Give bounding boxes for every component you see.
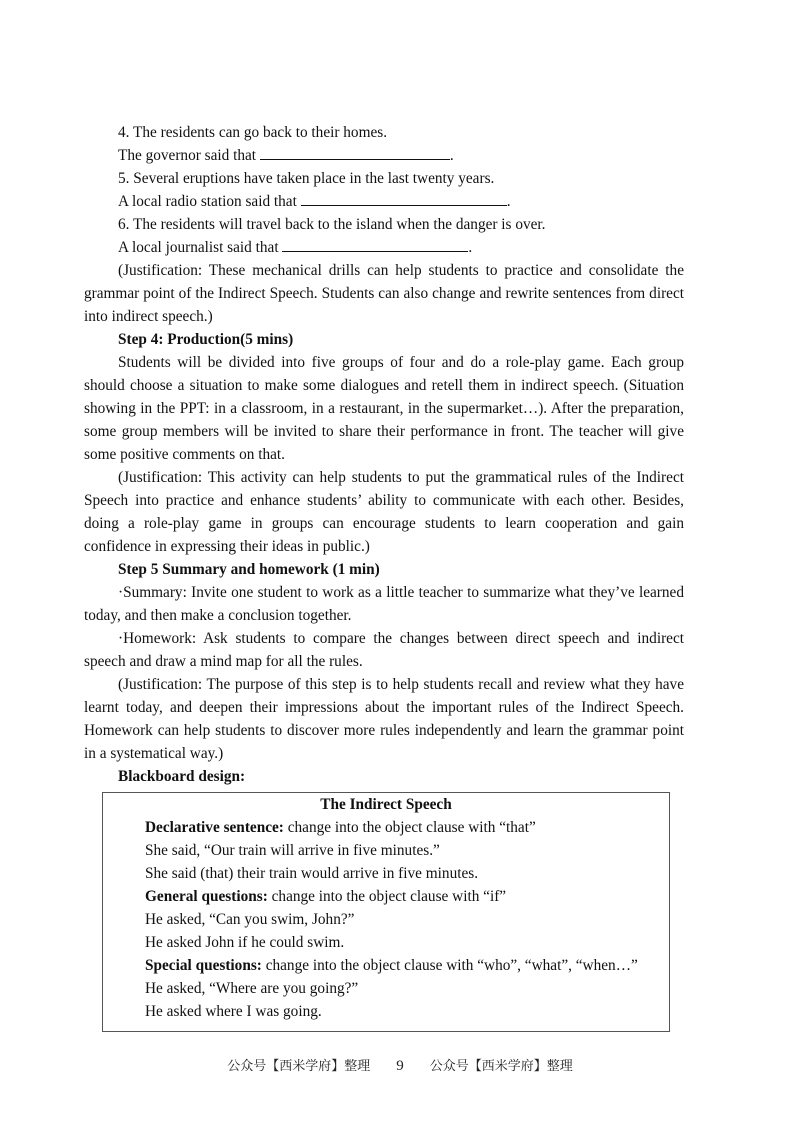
step5-summary: ·Summary: Invite one student to work as a little teacher to summarize what they’ve learned today, and then make a conclusion together. bbox=[84, 584, 684, 624]
page-footer bbox=[0, 1055, 800, 1075]
blackboard-row bbox=[103, 839, 669, 862]
justification-drills: (Justification: These mechanical drills can help students to practice and consolidate the grammar point of the Indirect Speech. Students can also change and rewrite sentences from direct into indirect speech.) bbox=[84, 262, 684, 325]
step5-justification: (Justification: The purpose of this step is to help students recall and review what they have learnt today, and deepen their impressions about the important rules of the Indirect Speech. Homework can help students to discover more rules independently and learn the grammar point in a systematical way.) bbox=[84, 676, 684, 762]
page-number: 9 bbox=[396, 1058, 404, 1074]
blackboard-row bbox=[103, 816, 669, 839]
period: . bbox=[449, 147, 454, 164]
row-text: change into the object clause with “who”, “what”, “when…” bbox=[261, 957, 638, 974]
period: . bbox=[468, 239, 473, 256]
prompt-text: A local radio station said that bbox=[118, 193, 297, 210]
blackboard-row bbox=[103, 908, 669, 931]
blackboard-row bbox=[103, 931, 669, 954]
drill-sentence: 6. The residents will travel back to the island when the danger is over. bbox=[118, 216, 546, 233]
blackboard-row bbox=[103, 977, 669, 1000]
step5-heading: Step 5 Summary and homework (1 min) bbox=[118, 561, 380, 578]
row-label: General questions: bbox=[145, 888, 268, 905]
drill-sentence: 4. The residents can go back to their homes. bbox=[118, 124, 388, 141]
row-text: He asked where I was going. bbox=[145, 1003, 322, 1020]
drill-sentence: 5. Several eruptions have taken place in the last twenty years. bbox=[118, 170, 495, 187]
row-text: She said, “Our train will arrive in five minutes.” bbox=[145, 842, 440, 859]
answer-blank bbox=[260, 146, 450, 160]
row-text: She said (that) their train would arrive in five minutes. bbox=[145, 865, 479, 882]
prompt-text: The governor said that bbox=[118, 147, 257, 164]
row-text: change into the object clause with “if” bbox=[267, 888, 507, 905]
row-text: He asked, “Where are you going?” bbox=[145, 980, 359, 997]
step4-heading: Step 4: Production(5 mins) bbox=[118, 331, 294, 348]
blackboard-row bbox=[103, 862, 669, 885]
step4-justification: (Justification: This activity can help students to put the grammatical rules of the Indirect Speech into practice and enhance students’ ability to communicate with each other. Besides, doing a role-play game in groups can encourage students to learn cooperation and gain confidence in expressing their ideas in public.) bbox=[84, 469, 684, 555]
footer-right: 公众号【西米学府】整理 bbox=[429, 1059, 573, 1074]
blackboard-row bbox=[103, 885, 669, 908]
blackboard-title: The Indirect Speech bbox=[320, 796, 452, 813]
step5-homework: ·Homework: Ask students to compare the changes between direct speech and indirect speech and draw a mind map for all the rules. bbox=[84, 630, 684, 670]
document-body bbox=[84, 121, 684, 788]
answer-blank bbox=[282, 238, 468, 252]
blackboard-heading: Blackboard design: bbox=[118, 768, 246, 785]
drill-prompt bbox=[84, 144, 684, 167]
row-label: Special questions: bbox=[145, 957, 262, 974]
blackboard-row bbox=[103, 954, 669, 977]
row-label: Declarative sentence: bbox=[145, 819, 284, 836]
period: . bbox=[506, 193, 511, 210]
drill-prompt bbox=[84, 236, 684, 259]
drill-prompt bbox=[84, 190, 684, 213]
footer-left: 公众号【西米学府】整理 bbox=[227, 1059, 371, 1074]
answer-blank bbox=[301, 192, 507, 206]
row-text: change into the object clause with “that” bbox=[283, 819, 536, 836]
prompt-text: A local journalist said that bbox=[118, 239, 279, 256]
blackboard-row bbox=[103, 1000, 669, 1023]
blackboard-design-box bbox=[102, 792, 670, 1032]
row-text: He asked, “Can you swim, John?” bbox=[145, 911, 355, 928]
row-text: He asked John if he could swim. bbox=[145, 934, 345, 951]
step4-body: Students will be divided into five groups of four and do a role-play game. Each group should choose a situation to make some dialogues and retell them in indirect speech. (Situation showing in the PPT: in a classroom, in a restaurant, in the supermarket…). After the preparation, some group members will be invited to share their performance in front. The teacher will give some positive comments on that. bbox=[84, 354, 684, 463]
